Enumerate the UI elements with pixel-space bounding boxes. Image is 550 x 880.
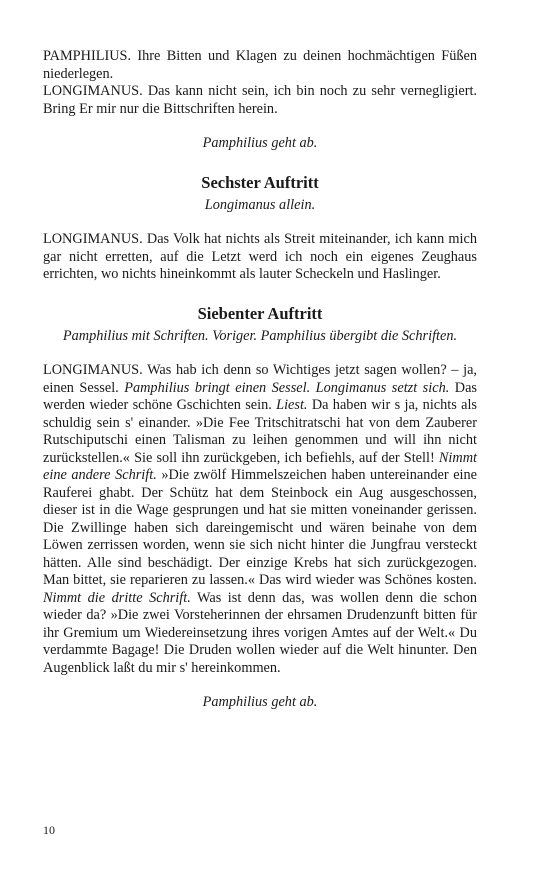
stage-direction-exit-final: Pamphilius geht ab.: [202, 694, 318, 710]
speech-text: LONGIMANUS. Was hab ich denn so Wichtiges jetzt sagen wollen? – ja, einen Sessel.: [43, 362, 477, 396]
stage-direction-inline: Nimmt die dritte Schrift.: [43, 589, 191, 606]
stage-direction-inline: Liest.: [276, 397, 308, 413]
speech-text: Das werden wieder schöne Gschichten sein.: [43, 379, 477, 413]
dialogue-longimanus: LONGIMANUS. Das kann nicht sein, ich bin noch zu sehr vernegligiert. Bring Er mir nur die Bittschriften herein.: [43, 83, 477, 117]
monologue-longimanus-letters: [43, 362, 477, 677]
stage-direction-exit: Pamphilius geht ab.: [202, 135, 318, 151]
dialogue-pamphilius: PAMPHILIUS. Ihre Bitten und Klagen zu deinen hochmächtigen Füßen niederlegen.: [43, 48, 477, 82]
scene-heading-6: Sechster Auftritt: [201, 172, 319, 192]
scene-cast-7: Pamphilius mit Schriften. Voriger. Pamphilius übergibt die Schriften.: [62, 327, 458, 344]
scene-heading-7: Siebenter Auftritt: [197, 303, 323, 323]
scene-cast-6: Longimanus allein.: [204, 196, 316, 213]
speech-text: Da haben wir s ja, nichts als schuldig sein s' einander. »Die Fee Tritschitratschi hat von dem Zauberer Rutschiputschi einen Talisman zu leihen genommen und will ihn nicht zurückstellen.« Sie soll ihn zurückgeben, ich befiehls, auf der Stell!: [43, 397, 478, 466]
stage-direction-inline: Pamphilius bringt einen Sessel. Longimanus setzt sich.: [124, 379, 450, 396]
speech-text: Was ist denn das, was wollen denn die schon wieder da? »Die zwei Vorsteherinnen der ehrsamen Drudenzunft bitten für ihr Gremium um Wiedereinsetzung ihres vorigen Amtes auf der Welt.« Du verdammte Bagage! Die Druden wollen wieder auf die Welt hinunter. Den Augenblick laßt du mir s' hereinkommen.: [43, 589, 477, 676]
monologue-longimanus: LONGIMANUS. Das Volk hat nichts als Streit miteinander, ich kann mich gar nicht erretten, auf die Letzt werd ich noch ein eigenes Zeughaus errichten, wo nichts hineinkommt als lauter Scheckeln und Haslinger.: [43, 231, 477, 282]
page-number: 10: [43, 823, 55, 837]
speech-text: »Die zwölf Himmelszeichen haben untereinander eine Rauferei ghabt. Der Schütz hat dem Steinbock ein Aug ausgeschossen, dieser ist in die Wage gesprungen und hat sie mitten voneinander gerissen. Die Zwillinge haben sich dareingemischt und wären beinahe von dem Löwen zerrissen worden, wenn sie sich nicht hinter die Jungfrau versteckt hätten. Alle sind beschädigt. Der einzige Krebs hat sich zurückgezogen. Man bittet, sie reparieren zu lassen.« Das wird wieder was Schönes kosten.: [43, 467, 478, 588]
book-page: [43, 48, 477, 712]
stage-direction-inline: Nimmt eine andere Schrift.: [43, 449, 477, 483]
